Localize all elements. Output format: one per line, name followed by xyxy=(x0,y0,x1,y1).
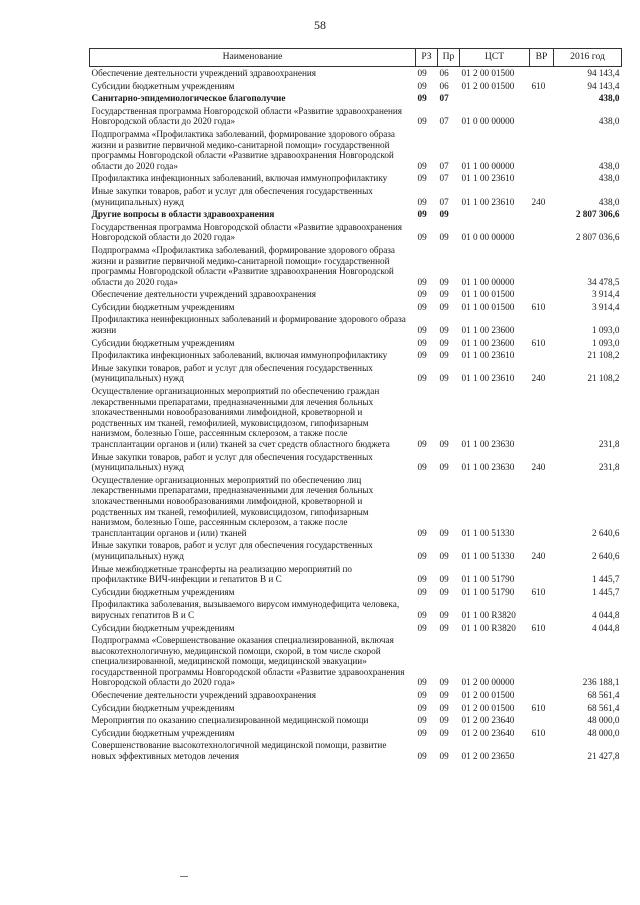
row-vr xyxy=(530,105,554,128)
row-rz: 09 xyxy=(417,173,427,184)
scan-mark xyxy=(180,876,188,877)
row-amount: 2 807 306,6 xyxy=(575,209,620,220)
row-rz: 09 xyxy=(417,325,427,336)
table-row xyxy=(90,301,622,314)
row-amount: 2 640,6 xyxy=(591,527,620,538)
row-rz: 09 xyxy=(417,373,427,384)
row-amount: 3 914,4 xyxy=(591,289,620,300)
row-cst: 01 1 00 23600 xyxy=(461,325,515,336)
row-name: Совершенствование высокотехнологичной медицинской помощи, развитие новых эффективных методов лечения xyxy=(91,740,387,762)
row-name: Субсидии бюджетным учреждениям xyxy=(91,301,235,312)
row-vr xyxy=(530,221,554,244)
row-pr: 09 xyxy=(439,232,449,243)
row-cst: 01 1 00 R3820 xyxy=(461,609,516,620)
row-amount: 2 640,6 xyxy=(591,550,620,561)
row-name: Иные закупки товаров, работ и услуг для обеспечения государственных (муниципальных) нужд xyxy=(91,540,373,561)
table-row xyxy=(90,337,622,350)
row-cst: 01 2 00 01500 xyxy=(461,702,515,713)
table-header-row xyxy=(90,49,622,67)
row-cst: 01 2 00 23640 xyxy=(461,727,515,738)
row-name: Подпрограмма «Профилактика заболеваний, формирование здорового образа жизни и развитие первичной медико-санитарной помощи» государственной программы Новгородской области «Развитие здравоохранения Новгородской области до 2020 года» xyxy=(91,244,395,287)
row-vr: 240 xyxy=(531,373,546,384)
row-amount: 231,8 xyxy=(598,439,620,449)
row-pr: 09 xyxy=(439,350,449,361)
row-cst: 01 1 00 23610 xyxy=(461,196,515,207)
row-vr xyxy=(530,563,554,586)
row-cst: 01 1 00 01500 xyxy=(461,289,515,300)
row-rz: 09 xyxy=(417,462,427,473)
row-cst: 01 1 00 23610 xyxy=(461,173,515,184)
header-pr: Пр xyxy=(438,49,460,67)
row-amount: 2 807 036,6 xyxy=(575,232,620,243)
row-pr: 09 xyxy=(439,751,449,762)
row-cst: 01 1 00 23610 xyxy=(461,350,515,361)
header-cst: ЦСТ xyxy=(460,49,530,67)
row-rz: 09 xyxy=(417,751,427,762)
row-rz: 09 xyxy=(417,622,427,633)
table-row xyxy=(90,598,622,621)
row-name: Осуществление организационных мероприятий по обеспечению граждан лекарственными препаратами, предназначенными для лечения больных злокачественными новообразованиями лимфоидной, кроветворной и родственных им тканей, гемофилией, муковисцидозом, гипофизарным нанизмом, болезнью Гоше, рассеянным склерозом, а также после трансплантации органов и (или) тканей за счет средств областного бюджета xyxy=(91,386,390,449)
row-vr xyxy=(530,598,554,621)
row-amount: 1 445,7 xyxy=(591,574,620,585)
row-pr: 06 xyxy=(439,80,449,91)
row-name: Субсидии бюджетным учреждениям xyxy=(91,727,235,738)
row-cst: 01 1 00 51790 xyxy=(461,586,515,597)
row-pr: 09 xyxy=(439,690,449,701)
row-vr: 610 xyxy=(531,622,546,633)
row-name: Профилактика неинфекционных заболеваний и формирование здорового образа жизни xyxy=(91,314,406,336)
row-vr xyxy=(530,739,554,762)
row-rz: 09 xyxy=(417,677,427,688)
row-vr xyxy=(530,288,554,301)
header-year: 2016 год xyxy=(554,49,622,67)
table-row xyxy=(90,208,622,221)
table-row xyxy=(90,714,622,727)
row-name: Обеспечение деятельности учреждений здравоохранения xyxy=(91,690,317,701)
row-vr xyxy=(530,714,554,727)
row-vr xyxy=(530,474,554,540)
row-pr: 09 xyxy=(439,715,449,726)
row-amount: 21 427,8 xyxy=(587,751,620,762)
row-pr: 09 xyxy=(439,574,449,585)
table-row xyxy=(90,288,622,301)
row-vr xyxy=(530,244,554,288)
table-row xyxy=(90,727,622,740)
row-cst: 01 1 00 00000 xyxy=(461,160,515,171)
row-amount: 48 000,0 xyxy=(587,715,620,726)
row-name: Государственная программа Новгородской области «Развитие здравоохранения Новгородской области до 2020 года» xyxy=(91,105,403,127)
row-rz: 09 xyxy=(417,609,427,620)
row-amount: 438,0 xyxy=(598,160,620,171)
table-row xyxy=(90,244,622,288)
row-name: Субсидии бюджетным учреждениям xyxy=(91,80,235,91)
row-amount: 94 143,4 xyxy=(587,68,620,78)
row-rz: 09 xyxy=(417,690,427,701)
row-rz: 09 xyxy=(417,196,427,207)
row-pr: 09 xyxy=(439,702,449,713)
table-row xyxy=(90,313,622,336)
table-row xyxy=(90,128,622,172)
table-row xyxy=(90,385,622,451)
row-pr: 09 xyxy=(439,337,449,348)
table-row xyxy=(90,634,622,689)
row-pr: 09 xyxy=(439,462,449,473)
table-row xyxy=(90,451,622,474)
row-cst: 01 2 00 01500 xyxy=(461,690,515,701)
row-pr: 07 xyxy=(439,196,449,207)
row-amount: 94 143,4 xyxy=(587,80,620,91)
row-vr xyxy=(530,67,554,80)
row-name: Подпрограмма «Совершенствование оказания специализированной, включая высокотехнологичную, медицинской помощи, скорой, в том числе скорой специализированной, медицинской помощи, медицинской эвакуации» государственной программы Новгородской области «Развитие здравоохранения Новгородской области до 2020 года» xyxy=(91,635,405,688)
row-pr: 09 xyxy=(439,325,449,336)
row-cst: 01 2 00 01500 xyxy=(461,68,515,78)
row-amount: 48 000,0 xyxy=(587,727,620,738)
row-name: Профилактика инфекционных заболеваний, включая иммунопрофилактику xyxy=(91,350,388,361)
header-vr: ВР xyxy=(530,49,554,67)
row-amount: 1 445,7 xyxy=(591,586,620,597)
row-cst: 01 1 00 00000 xyxy=(461,276,515,287)
row-pr: 07 xyxy=(439,93,449,104)
table-row xyxy=(90,586,622,599)
row-rz: 09 xyxy=(417,350,427,361)
row-amount: 438,0 xyxy=(598,173,620,184)
table-row xyxy=(90,67,622,80)
row-vr: 610 xyxy=(531,586,546,597)
row-cst: 01 2 00 00000 xyxy=(461,677,515,688)
table-row xyxy=(90,221,622,244)
row-rz: 09 xyxy=(417,586,427,597)
row-vr: 610 xyxy=(531,337,546,348)
table-row xyxy=(90,702,622,715)
row-rz: 09 xyxy=(417,93,427,104)
table-row xyxy=(90,563,622,586)
row-amount: 236 188,1 xyxy=(582,677,620,688)
table-row xyxy=(90,539,622,562)
row-rz: 09 xyxy=(417,276,427,287)
row-rz: 09 xyxy=(417,232,427,243)
row-cst: 01 2 00 23650 xyxy=(461,751,515,762)
row-vr xyxy=(530,313,554,336)
row-amount: 438,0 xyxy=(598,196,620,207)
row-vr: 240 xyxy=(531,462,546,473)
row-rz: 09 xyxy=(417,80,427,91)
row-vr: 240 xyxy=(531,196,546,207)
row-name: Субсидии бюджетным учреждениям xyxy=(91,586,235,597)
row-amount: 4 044,8 xyxy=(591,622,620,633)
row-name: Иные закупки товаров, работ и услуг для обеспечения государственных (муниципальных) нужд xyxy=(91,362,373,384)
row-name: Обеспечение деятельности учреждений здравоохранения xyxy=(91,289,317,300)
table-row xyxy=(90,80,622,93)
row-name: Субсидии бюджетным учреждениям xyxy=(91,622,235,633)
row-name: Профилактика заболевания, вызываемого вирусом иммунодефицита человека, вирусных гепатитов В и С xyxy=(91,599,400,620)
row-cst: 01 1 00 R3820 xyxy=(461,622,516,633)
row-vr xyxy=(530,208,554,221)
row-vr xyxy=(530,128,554,172)
row-name: Другие вопросы в области здравоохранения xyxy=(91,209,275,220)
row-amount: 21 108,2 xyxy=(587,350,620,361)
row-pr: 09 xyxy=(439,609,449,620)
table-row xyxy=(90,185,622,208)
row-pr: 09 xyxy=(439,209,449,220)
row-name: Иные межбюджетные трансферты на реализацию мероприятий по профилактике ВИЧ-инфекции и гепатитов В и С xyxy=(91,563,352,585)
row-vr xyxy=(530,349,554,362)
row-pr: 09 xyxy=(439,527,449,538)
row-rz: 09 xyxy=(417,715,427,726)
table-row xyxy=(90,92,622,105)
row-vr: 240 xyxy=(531,550,546,561)
row-cst: 01 1 00 01500 xyxy=(461,301,515,312)
row-rz: 09 xyxy=(417,68,427,78)
row-name: Подпрограмма «Профилактика заболеваний, формирование здорового образа жизни и развитие первичной медико-санитарной помощи» государственной программы Новгородской области «Развитие здравоохранения Новгородской области до 2020 года» xyxy=(91,128,395,171)
row-rz: 09 xyxy=(417,550,427,561)
row-name: Субсидии бюджетным учреждениям xyxy=(91,337,235,348)
row-rz: 09 xyxy=(417,727,427,738)
row-cst: 01 2 00 23640 xyxy=(461,715,515,726)
row-name: Мероприятия по оказанию специализированной медицинской помощи xyxy=(91,715,369,726)
row-vr xyxy=(530,689,554,702)
table-row xyxy=(90,362,622,385)
page-number: 58 xyxy=(314,18,326,32)
table-row xyxy=(90,622,622,635)
row-pr: 09 xyxy=(439,276,449,287)
row-cst: 01 1 00 23630 xyxy=(461,439,515,449)
table-row xyxy=(90,349,622,362)
table-row xyxy=(90,689,622,702)
row-vr: 610 xyxy=(531,727,546,738)
row-rz: 09 xyxy=(417,439,427,449)
row-name: Обеспечение деятельности учреждений здравоохранения xyxy=(91,68,317,78)
table-row xyxy=(90,172,622,185)
row-pr: 09 xyxy=(439,301,449,312)
row-cst xyxy=(460,208,530,221)
row-cst: 01 1 00 51330 xyxy=(461,550,515,561)
table-row xyxy=(90,739,622,762)
row-pr: 09 xyxy=(439,677,449,688)
row-rz: 09 xyxy=(417,702,427,713)
header-name: Наименование xyxy=(90,49,416,67)
row-cst: 01 1 00 23600 xyxy=(461,337,515,348)
row-rz: 09 xyxy=(417,160,427,171)
row-name: Санитарно-эпидемиологическое благополучие xyxy=(91,93,286,104)
row-name: Государственная программа Новгородской области «Развитие здравоохранения Новгородской области до 2020 года» xyxy=(91,221,403,243)
row-amount: 3 914,4 xyxy=(591,301,620,312)
row-amount: 1 093,0 xyxy=(591,325,620,336)
row-rz: 09 xyxy=(417,209,427,220)
row-pr: 09 xyxy=(439,550,449,561)
row-pr: 07 xyxy=(439,173,449,184)
table-row xyxy=(90,474,622,540)
row-cst: 01 1 00 51790 xyxy=(461,574,515,585)
row-vr xyxy=(530,92,554,105)
row-amount: 21 108,2 xyxy=(587,373,620,384)
table-body xyxy=(90,67,622,763)
row-cst: 01 0 00 00000 xyxy=(461,116,515,127)
row-amount: 34 478,5 xyxy=(587,276,620,287)
row-name: Иные закупки товаров, работ и услуг для обеспечения государственных (муниципальных) нужд xyxy=(91,185,373,207)
row-pr: 09 xyxy=(439,373,449,384)
row-rz: 09 xyxy=(417,527,427,538)
row-amount: 1 093,0 xyxy=(591,337,620,348)
row-pr: 07 xyxy=(439,160,449,171)
row-pr: 09 xyxy=(439,289,449,300)
row-pr: 06 xyxy=(439,68,449,78)
row-rz: 09 xyxy=(417,116,427,127)
row-name: Осуществление организационных мероприятий по обеспечению лиц лекарственными препаратами, предназначенными для лечения больных злокачественными новообразованиями лимфоидной, кроветворной и родственных им тканей, гемофилией, муковисцидозом, гипофизарным нанизмом, болезнью Гоше, рассеянным склерозом, а также после трансплантации органов и (или) тканей xyxy=(91,474,374,538)
row-amount: 68 561,4 xyxy=(587,702,620,713)
row-name: Иные закупки товаров, работ и услуг для обеспечения государственных (муниципальных) нужд xyxy=(91,451,373,473)
row-cst: 01 1 00 23610 xyxy=(461,373,515,384)
row-cst: 01 2 00 01500 xyxy=(461,80,515,91)
row-pr: 07 xyxy=(439,116,449,127)
row-pr: 09 xyxy=(439,439,449,449)
row-vr: 610 xyxy=(531,702,546,713)
row-cst: 01 0 00 00000 xyxy=(461,232,515,243)
row-amount: 438,0 xyxy=(598,93,620,104)
row-amount: 438,0 xyxy=(598,116,620,127)
row-rz: 09 xyxy=(417,289,427,300)
budget-table xyxy=(89,48,622,763)
header-rz: РЗ xyxy=(416,49,438,67)
row-amount: 231,8 xyxy=(598,462,620,473)
row-rz: 09 xyxy=(417,574,427,585)
row-name: Субсидии бюджетным учреждениям xyxy=(91,702,235,713)
row-amount: 4 044,8 xyxy=(591,609,620,620)
row-vr xyxy=(530,385,554,451)
row-amount: 68 561,4 xyxy=(587,690,620,701)
row-pr: 09 xyxy=(439,727,449,738)
row-cst: 01 1 00 23630 xyxy=(461,462,515,473)
table-row xyxy=(90,105,622,128)
row-vr: 610 xyxy=(531,301,546,312)
row-cst xyxy=(460,92,530,105)
row-name: Профилактика инфекционных заболеваний, включая иммунопрофилактику xyxy=(91,173,388,184)
row-cst: 01 1 00 51330 xyxy=(461,527,515,538)
row-vr: 610 xyxy=(531,80,546,91)
row-rz: 09 xyxy=(417,337,427,348)
row-vr xyxy=(530,172,554,185)
row-pr: 09 xyxy=(439,622,449,633)
row-vr xyxy=(530,634,554,689)
row-pr: 09 xyxy=(439,586,449,597)
row-rz: 09 xyxy=(417,301,427,312)
